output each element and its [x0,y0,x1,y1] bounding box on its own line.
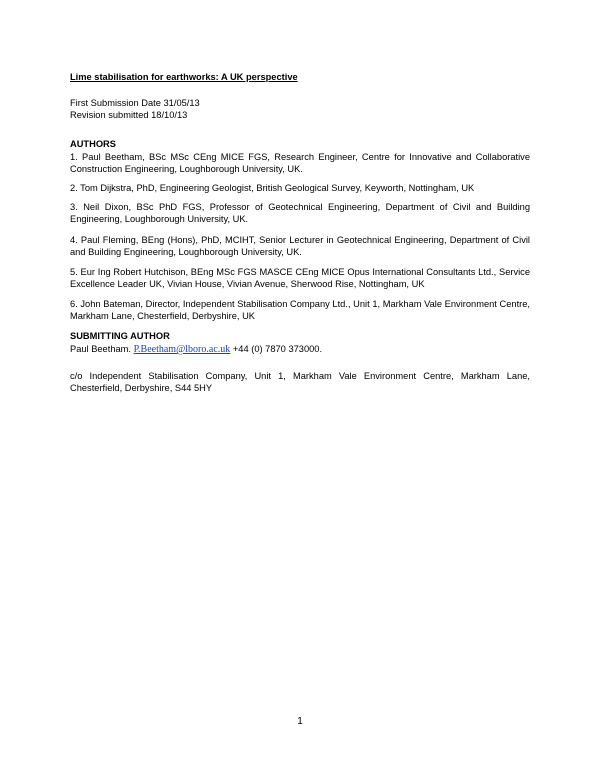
page-number: 1 [297,716,303,727]
authors-heading: AUTHORS [70,139,116,149]
submitting-author-heading: SUBMITTING AUTHOR [70,331,170,341]
revision-date: Revision submitted 18/10/13 [70,110,188,120]
first-submission-date: First Submission Date 31/05/13 [70,98,200,108]
paper-title: Lime stabilisation for earthworks: A UK perspective [70,72,298,82]
phone-number: +44 (0) 7870 373000. [232,344,323,354]
submitting-author-line [70,343,530,356]
email-link[interactable]: P.Beetham@lboro.ac.uk [133,344,231,355]
correspondence-address: c/o Independent Stabilisation Company, Unit 1, Markham Vale Environment Centre, Markham Lane, Chesterfield, Derbyshire, S44 5HY [70,371,530,393]
submission-dates [70,97,530,121]
author-entry-5: 5. Eur Ing Robert Hutchison, BEng MSc FGS MASCE CEng MICE Opus International Consultants Ltd., Service Excellence Leader UK, Vivian House, Vivian Avenue, Sherwood Rise, Nottingham, UK [70,267,530,289]
submitting-author-name: Paul Beetham. [70,344,131,354]
author-entry-3: 3. Neil Dixon, BSc PhD FGS, Professor of Geotechnical Engineering, Department of Civil and Building Engineering, Loughborough University, UK. [70,202,530,224]
author-entry-6: 6. John Bateman, Director, Independent Stabilisation Company Ltd., Unit 1, Markham Vale Environment Centre, Markham Lane, Chesterfield, Derbyshire, UK [70,299,530,321]
author-entry-4: 4. Paul Fleming, BEng (Hons), PhD, MCIHT, Senior Lecturer in Geotechnical Engineering, Department of Civil and Building Engineering, Loughborough University, UK. [70,235,530,257]
author-entry-1: 1. Paul Beetham, BSc MSc CEng MICE FGS, Research Engineer, Centre for Innovative and Collaborative Construction Engineering, Loughborough University, UK. [70,152,530,174]
author-entry-2: 2. Tom Dijkstra, PhD, Engineering Geologist, British Geological Survey, Keyworth, Nottingham, UK [70,183,475,193]
